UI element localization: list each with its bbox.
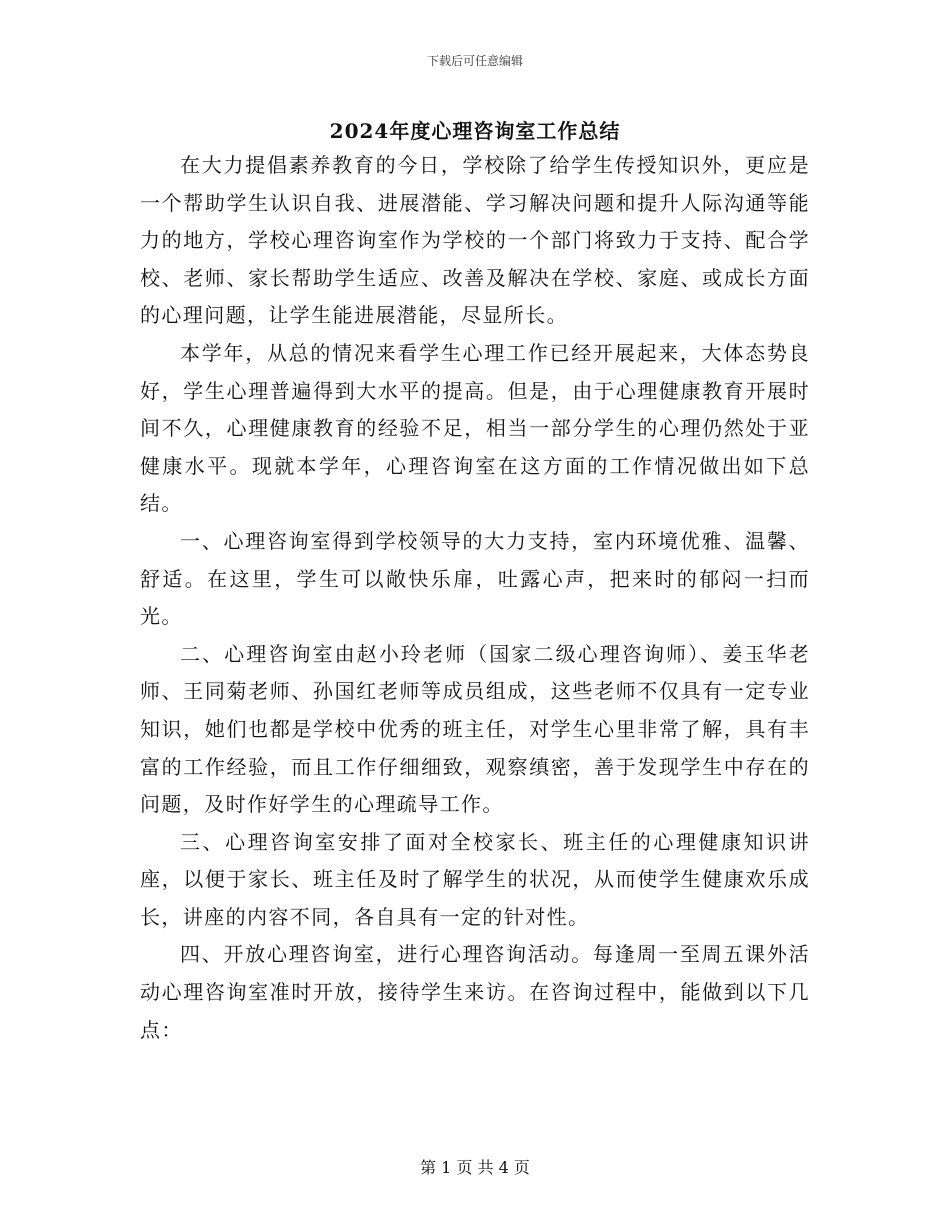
paragraph-section-3: 三、心理咨询室安排了面对全校家长、班主任的心理健康知识讲座，以便于家长、班主任及时了解学生的状况，从而使学生健康欢乐成长，讲座的内容不同，各自具有一定的针对性。: [140, 829, 810, 929]
document-body: [140, 147, 810, 1049]
header-note: 下载后可任意编辑: [426, 54, 523, 68]
page-number: 第 1 页 共 4 页: [420, 1158, 530, 1177]
paragraph-section-1: 一、心理咨询室得到学校领导的大力支持，室内环境优雅、温馨、舒适。在这里，学生可以敞快乐扉，吐露心声，把来时的郁闷一扫而光。: [140, 528, 810, 629]
document-title: 2024年度心理咨询室工作总结: [329, 119, 621, 143]
paragraph-overview: 本学年，从总的情况来看学生心理工作已经开展起来，大体态势良好，学生心理普遍得到大水平的提高。但是，由于心理健康教育开展时间不久，心理健康教育的经验不足，相当一部分学生的心理仍然处于亚健康水平。现就本学年，心理咨询室在这方面的工作情况做出如下总结。: [140, 340, 810, 516]
paragraph-intro: 在大力提倡素养教育的今日，学校除了给学生传授知识外，更应是一个帮助学生认识自我、进展潜能、学习解决问题和提升人际沟通等能力的地方，学校心理咨询室作为学校的一个部门将致力于支持、配合学校、老师、家长帮助学生适应、改善及解决在学校、家庭、或成长方面的心理问题，让学生能进展潜能，尽显所长。: [140, 153, 810, 328]
paragraph-section-4: 四、开放心理咨询室，进行心理咨询活动。每逢周一至周五课外活动心理咨询室准时开放，接待学生来访。在咨询过程中，能做到以下几点：: [140, 942, 810, 1042]
paragraph-section-2: 二、心理咨询室由赵小玲老师（国家二级心理咨询师）、姜玉华老师、王同菊老师、孙国红老师等成员组成，这些老师不仅具有一定专业知识，她们也都是学校中优秀的班主任，对学生心里非常了解，具有丰富的工作经验，而且工作仔细细致，观察缜密，善于发现学生中存在的问题，及时作好学生的心理疏导工作。: [140, 641, 810, 817]
